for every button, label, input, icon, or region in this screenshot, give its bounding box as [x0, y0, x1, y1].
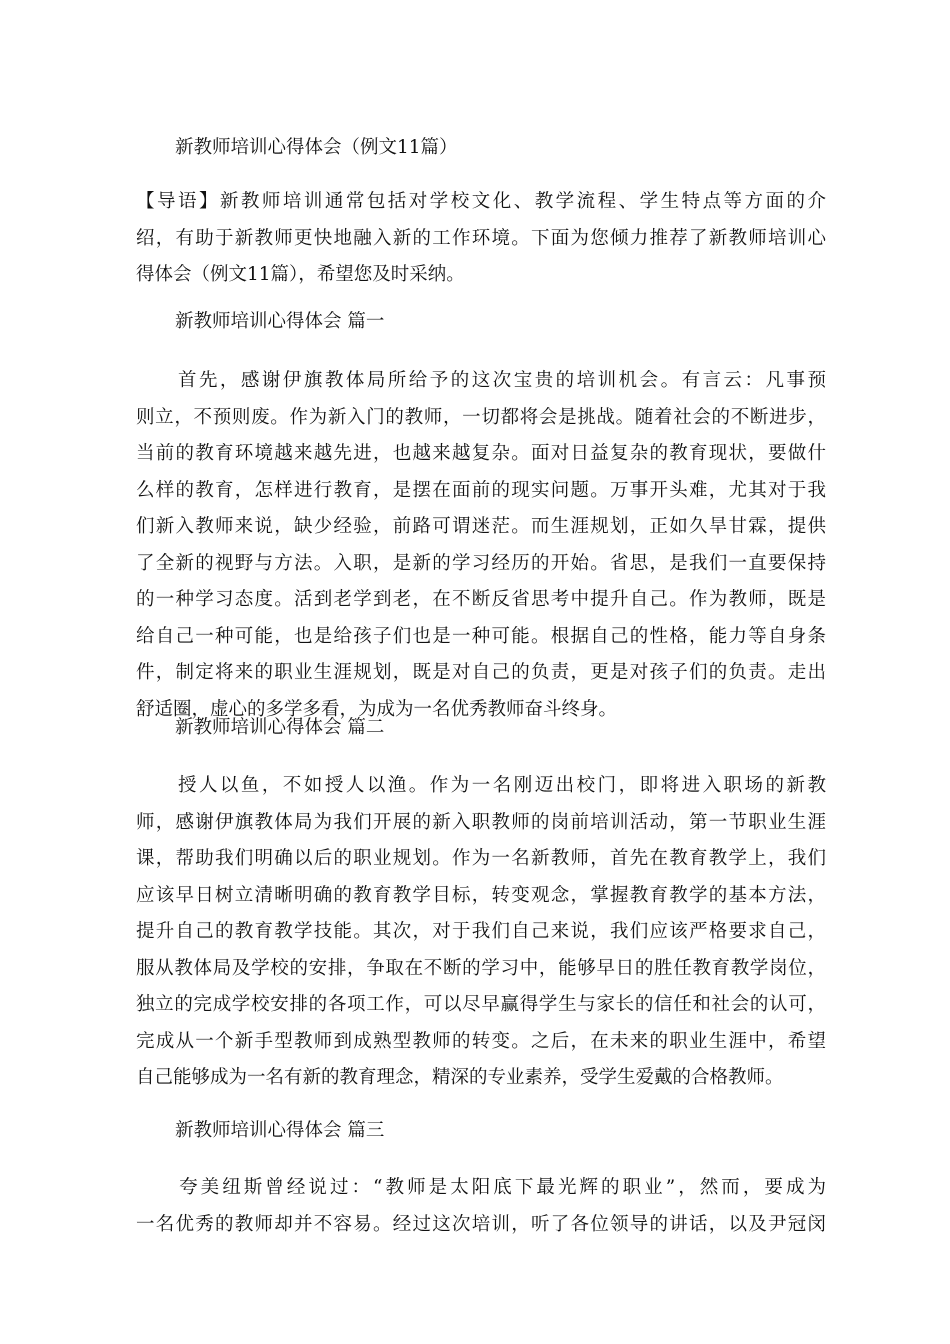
- intro-paragraph: [136, 184, 826, 294]
- paragraph-line: 自己能够成为一名有新的教育理念，精深的专业素养，受学生爱戴的合格教师。: [136, 1067, 784, 1088]
- paragraph-line: 首先，感谢伊旗教体局所给予的这次宝贵的培训机会。有言云：凡事预: [136, 370, 826, 391]
- paragraph-line: 夸美纽斯曾经说过：“教师是太阳底下最光辉的职业”，然而，要成为: [136, 1177, 826, 1198]
- paragraph-line: 则立，不预则废。作为新入门的教师，一切都将会是挑战。随着社会的不断进步，: [136, 406, 826, 428]
- paragraph-line: 们新入教师来说，缺少经验，前路可谓迷茫。而生涯规划，正如久旱甘霖，提供: [136, 516, 826, 537]
- paragraph-line: 完成从一个新手型教师到成熟型教师的转变。之后，在未来的职业生涯中，希望: [136, 1030, 826, 1052]
- paragraph-line: 给自己一种可能，也是给孩子们也是一种可能。根据自己的性格，能力等自身条: [136, 625, 826, 647]
- section-paragraph-2: [136, 768, 826, 1097]
- paragraph-line: 的一种学习态度。活到老学到老，在不断反省思考中提升自己。作为教师，既是: [136, 589, 826, 610]
- section-paragraph-3: [136, 1170, 826, 1243]
- paragraph-line: 服从教体局及学校的安排，争取在不断的学习中，能够早日的胜任教育教学岗位，: [136, 957, 826, 979]
- paragraph-line: 师，感谢伊旗教体局为我们开展的新入职教师的岗前培训活动，第一节职业生涯: [136, 811, 826, 833]
- section-heading-1: 新教师培训心得体会 篇一: [175, 311, 385, 332]
- paragraph-line: 课，帮助我们明确以后的职业规划。作为一名新教师，首先在教育教学上，我们: [136, 848, 826, 869]
- paragraph-line: 了全新的视野与方法。入职，是新的学习经历的开始。省思，是我们一直要保持: [136, 552, 826, 574]
- paragraph-line: 当前的教育环境越来越先进，也越来越复杂。面对日益复杂的教育现状，要做什: [136, 443, 826, 464]
- paragraph-line: 么样的教育，怎样进行教育，是摆在面前的现实问题。万事开头难，尤其对于我: [136, 479, 826, 501]
- paragraph-line: 授人以鱼，不如授人以渔。作为一名刚迈出校门，即将进入职场的新教: [136, 775, 826, 796]
- paragraph-line: 提升自己的教育教学技能。其次，对于我们自己来说，我们应该严格要求自己，: [136, 921, 826, 942]
- section-heading-2: 新教师培训心得体会 篇二: [175, 717, 385, 738]
- paragraph-line: 独立的完成学校安排的各项工作，可以尽早赢得学生与家长的信任和社会的认可，: [136, 994, 826, 1015]
- document-title: 新教师培训心得体会（例文11篇）: [175, 137, 458, 158]
- intro-line: 绍，有助于新教师更快地融入新的工作环境。下面为您倾力推荐了新教师培训心: [136, 227, 826, 249]
- intro-line: 【导语】新教师培训通常包括对学校文化、教学流程、学生特点等方面的介: [136, 191, 826, 212]
- paragraph-line: 一名优秀的教师却并不容易。经过这次培训，听了各位领导的讲话，以及尹冠闵: [136, 1213, 826, 1235]
- paragraph-line: 舒适圈，虚心的多学多看，为成为一名优秀教师奋斗终身。: [136, 698, 618, 720]
- section-paragraph-1: [136, 363, 826, 728]
- section-heading-3: 新教师培训心得体会 篇三: [175, 1120, 385, 1141]
- paragraph-line: 件，制定将来的职业生涯规划，既是对自己的负责，更是对孩子们的负责。走出: [136, 662, 826, 683]
- paragraph-line: 应该早日树立清晰明确的教育教学目标，转变观念，掌握教育教学的基本方法，: [136, 884, 826, 906]
- intro-line: 得体会（例文11篇），希望您及时采纳。: [136, 264, 465, 285]
